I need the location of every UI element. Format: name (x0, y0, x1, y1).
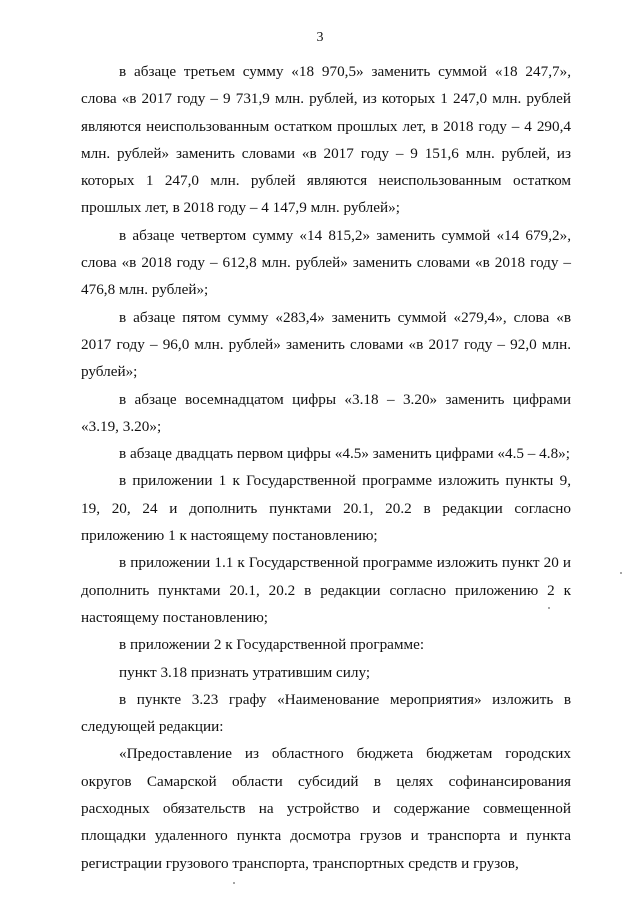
paragraph-8: в приложении 2 к Государственной программе: (119, 636, 425, 654)
scan-speck (548, 607, 550, 609)
paragraph-3: в абзаце пятом сумму «283,4» заменить суммой «279,4», слова «в 2017 году – 96,0 млн. рублей» заменить словами «в 2017 году – 92,0 млн. рублей»; (81, 308, 571, 381)
paragraph-1: в абзаце третьем сумму «18 970,5» заменить суммой «18 247,7», слова «в 2017 году – 9 731,9 млн. рублей, из которых 1 247,0 млн. рублей являются неиспользованным остатком прошлых лет, в 2018 году – 4 290,4 млн. рублей» заменить словами «в 2017 году – 9 151,6 млн. рублей, из которых 1 247,0 млн. рублей являются неиспользованным остатком прошлых лет, в 2018 году – 4 147,9 млн. рублей»; (81, 63, 571, 217)
paragraph-10: в пункте 3.23 графу «Наименование мероприятия» изложить в следующей редакции: (81, 690, 571, 736)
scan-speck (620, 572, 622, 574)
paragraph-7: в приложении 1.1 к Государственной программе изложить пункт 20 и дополнить пунктами 20.1, 20.2 в редакции согласно приложению 2 к настоящему постановлению; (81, 554, 571, 626)
document-body (81, 58, 571, 877)
paragraph-11: «Предоставление из областного бюджета бюджетам городских округов Самарской области субсидий в целях софинансирования расходных обязательств на устройство и содержание совмещенной площадки удаленного пункта досмотра грузов и транспорта и пункта регистрации грузового транспорта, транспортных средств и грузов, (81, 745, 571, 872)
paragraph-5: в абзаце двадцать первом цифры «4.5» заменить цифрами «4.5 – 4.8»; (119, 445, 570, 463)
paragraph-4: в абзаце восемнадцатом цифры «3.18 – 3.20» заменить цифрами «3.19, 3.20»; (81, 390, 571, 435)
paragraph-2: в абзаце четвертом сумму «14 815,2» заменить суммой «14 679,2», слова «в 2018 году – 612,8 млн. рублей» заменить словами «в 2018 году – 476,8 млн. рублей»; (81, 226, 571, 299)
page-number: 3 (316, 30, 324, 45)
scan-speck (233, 882, 235, 884)
paragraph-6: в приложении 1 к Государственной программе изложить пункты 9, 19, 20, 24 и дополнить пунктами 20.1, 20.2 в редакции согласно приложению 1 к настоящему постановлению; (81, 472, 571, 545)
paragraph-9: пункт 3.18 признать утратившим силу; (119, 663, 371, 681)
